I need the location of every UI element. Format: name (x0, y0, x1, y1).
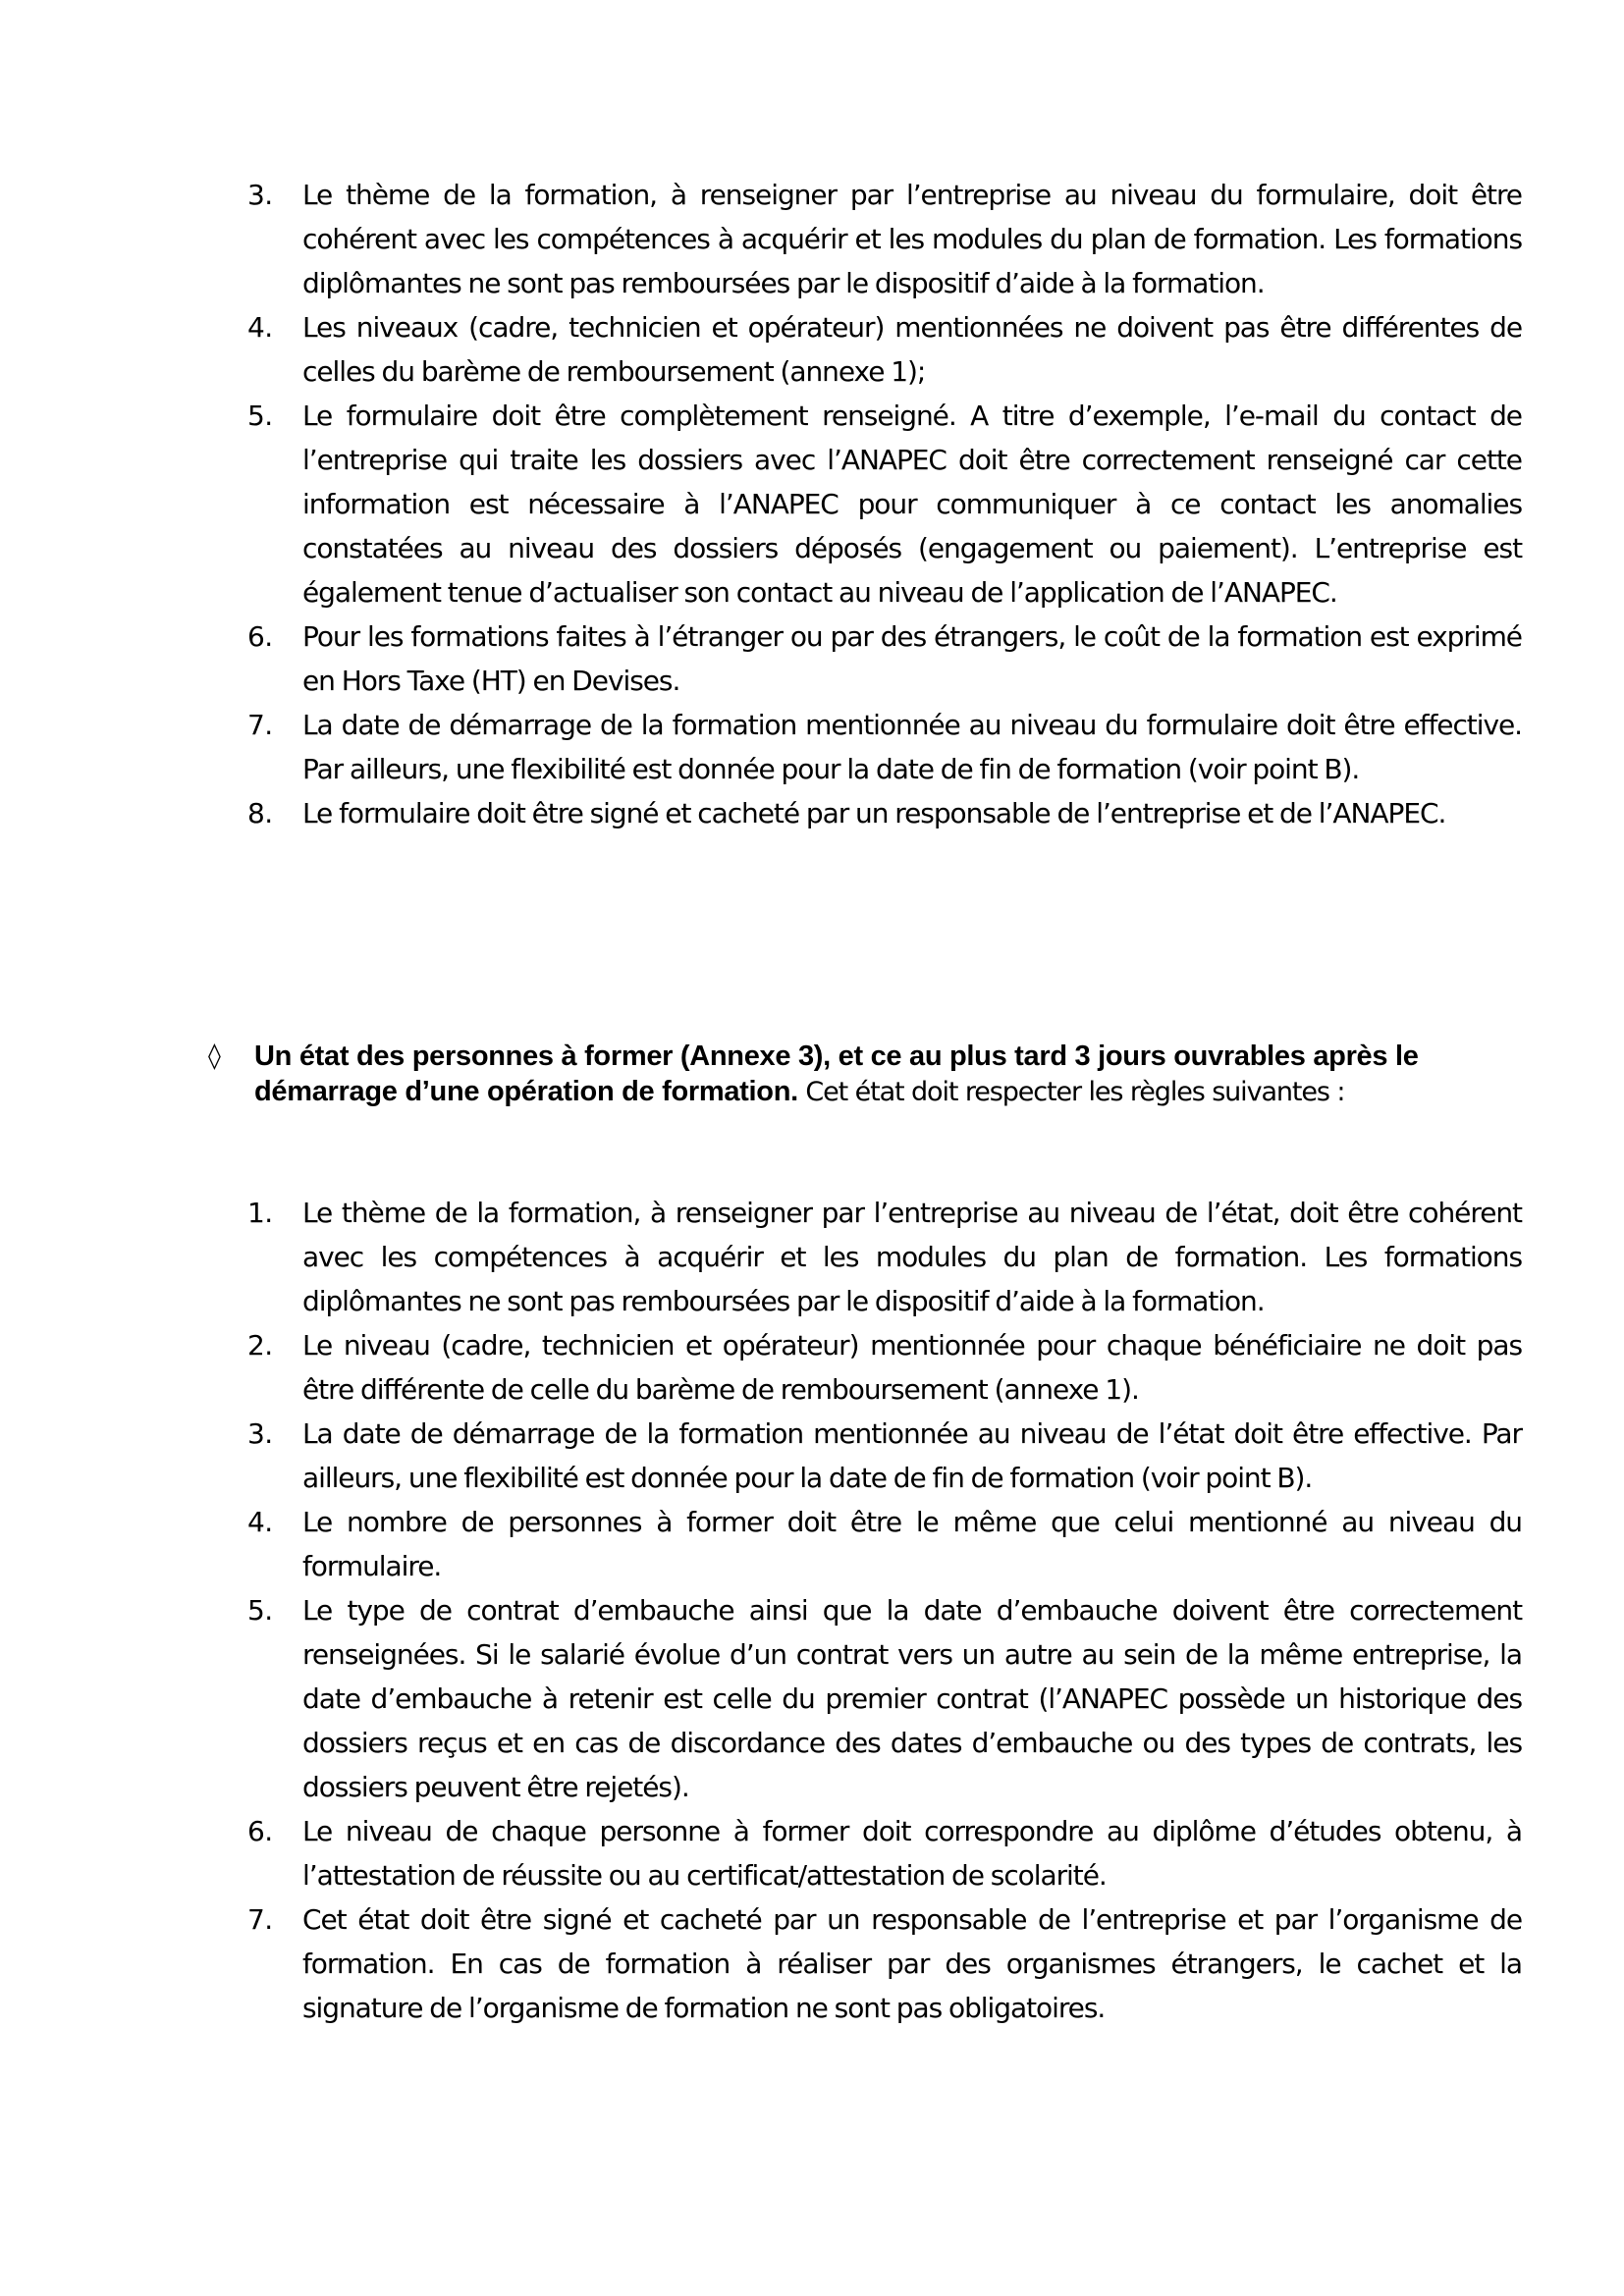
etat-personnes-bullet (208, 1039, 1524, 1110)
formulaire-rules-list (247, 173, 1522, 835)
list-item-text: La date de démarrage de la formation mentionnée au niveau de l’état doit être effective. Par ailleurs, une flexibilité est donnée pour la date de fin de formation (voir point B). (302, 1417, 1522, 1494)
list-item-text: Le formulaire doit être complètement renseigné. A titre d’exemple, l’e-mail du contact de l’entreprise qui traite les dossiers avec l’ANAPEC doit être correctement renseigné car cette information est nécessaire à l’ANAPEC pour communiquer à ce contact les anomalies constatées au niveau des dossiers déposés (engagement ou paiement). L’entreprise est également tenue d’actualiser son contact au niveau de l’application de l’ANAPEC. (302, 400, 1522, 609)
list-item-text: Le thème de la formation, à renseigner par l’entreprise au niveau de l’état, doit être cohérent avec les compétences à acquérir et les modules du plan de formation. Les formations diplômantes ne sont pas remboursées par le dispositif d’aide à la formation. (302, 1197, 1522, 1317)
list-item (247, 1323, 1522, 1412)
list-item-number: 8. (247, 797, 273, 829)
list-item-number: 4. (247, 1506, 273, 1538)
list-item (247, 1500, 1522, 1588)
list-item-number: 2. (247, 1329, 273, 1362)
list-item-text: Le nombre de personnes à former doit être le même que celui mentionné au niveau du formulaire. (302, 1506, 1522, 1582)
list-item-text: Les niveaux (cadre, technicien et opérateur) mentionnées ne doivent pas être différentes de celles du barème de remboursement (annexe 1); (302, 311, 1522, 388)
list-item-text: Le thème de la formation, à renseigner par l’entreprise au niveau du formulaire, doit être cohérent avec les compétences à acquérir et les modules du plan de formation. Les formations diplômantes ne sont pas remboursées par le dispositif d’aide à la formation. (302, 179, 1522, 299)
list-item-number: 6. (247, 1815, 273, 1847)
bullet-paragraph (254, 1039, 1524, 1110)
etat-rules-list (247, 1191, 1522, 2030)
list-item (247, 1412, 1522, 1500)
list-item-text: Le type de contrat d’embauche ainsi que la date d’embauche doivent être correctement renseignées. Si le salarié évolue d’un contrat vers un autre au sein de la même entreprise, la date d’embauche à retenir est celle du premier contrat (l’ANAPEC possède un historique des dossiers reçus et en cas de discordance des dates d’embauche ou des types de contrats, les dossiers peuvent être rejetés). (302, 1594, 1522, 1803)
list-item-number: 4. (247, 311, 273, 344)
list-item (247, 703, 1522, 791)
list-item-text: Le formulaire doit être signé et cacheté par un responsable de l’entreprise et de l’ANAPEC. (302, 797, 1446, 829)
list-item-number: 7. (247, 709, 273, 741)
bullet-bold-text: Un état des personnes à former (Annexe 3), et ce au plus tard 3 jours ouvrables après le démarrage d’une opération de formation. (254, 1041, 1419, 1107)
list-item-number: 6. (247, 620, 273, 653)
diamond-bullet-icon: ◊ (208, 1041, 221, 1071)
list-item-number: 1. (247, 1197, 273, 1229)
bullet-normal-text: Cet état doit respecter les règles suivantes : (797, 1077, 1345, 1107)
list-item (247, 614, 1522, 703)
list-item-number: 5. (247, 1594, 273, 1627)
list-item-text: Pour les formations faites à l’étranger ou par des étrangers, le coût de la formation est exprimé en Hors Taxe (HT) en Devises. (302, 620, 1522, 697)
list-item (247, 1809, 1522, 1897)
list-item (247, 1588, 1522, 1809)
list-item (247, 1897, 1522, 2030)
list-item (247, 1191, 1522, 1323)
list-item (247, 791, 1522, 835)
list-item-number: 7. (247, 1903, 273, 1936)
list-item-text: Cet état doit être signé et cacheté par un responsable de l’entreprise et par l’organisme de formation. En cas de formation à réaliser par des organismes étrangers, le cachet et la signature de l’organisme de formation ne sont pas obligatoires. (302, 1903, 1522, 2024)
list-item (247, 305, 1522, 394)
list-item (247, 394, 1522, 614)
list-item-text: La date de démarrage de la formation mentionnée au niveau du formulaire doit être effective. Par ailleurs, une flexibilité est donnée pour la date de fin de formation (voir point B). (302, 709, 1522, 785)
list-item-number: 3. (247, 1417, 273, 1450)
list-item-text: Le niveau (cadre, technicien et opérateur) mentionnée pour chaque bénéficiaire ne doit pas être différente de celle du barème de remboursement (annexe 1). (302, 1329, 1522, 1406)
list-item-number: 5. (247, 400, 273, 432)
list-item-text: Le niveau de chaque personne à former doit correspondre au diplôme d’études obtenu, à l’attestation de réussite ou au certificat/attestation de scolarité. (302, 1815, 1522, 1892)
list-item-number: 3. (247, 179, 273, 211)
list-item (247, 173, 1522, 305)
